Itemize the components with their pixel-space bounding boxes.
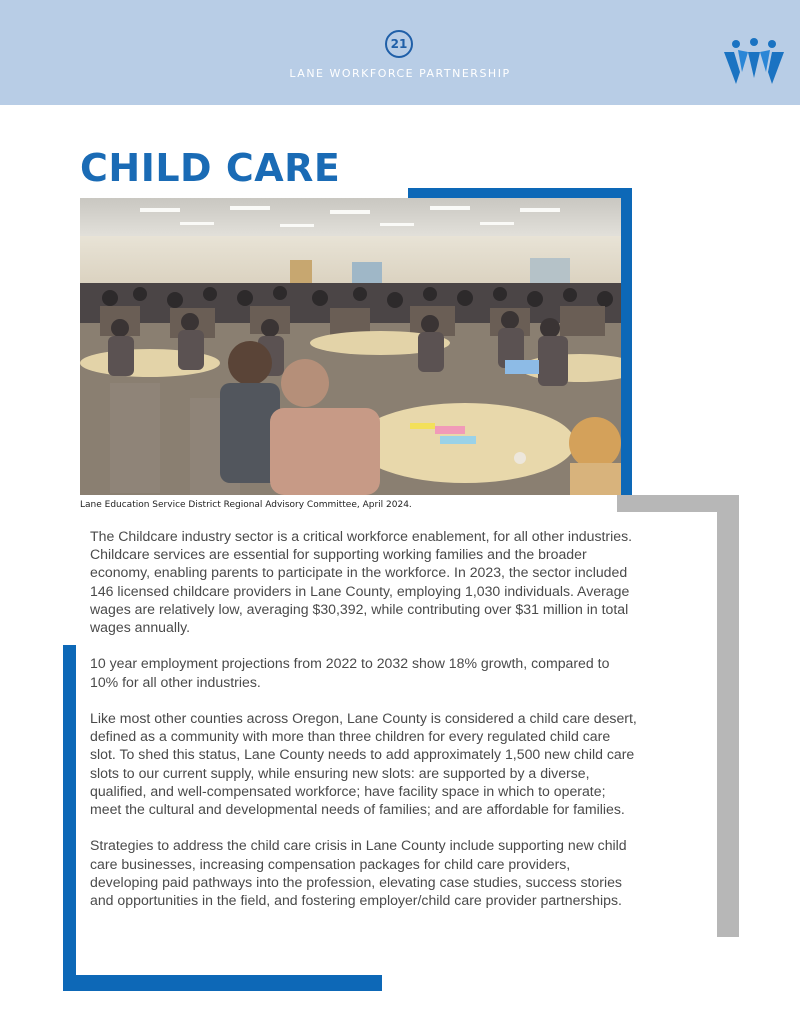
photo-caption: Lane Education Service District Regional Advisory Committee, April 2024. xyxy=(80,500,412,510)
paragraph-child-care-desert: Like most other counties across Oregon, Lane County is considered a child care desert, defined as a community with more than three children for every regulated child care slot. To shed this status, Lane County needs to add approximately 1,500 new child care slots to our current supply, while ensuring new slots: are supported by a diverse, qualified, and well-compensated workforce; have facility space in which to operate; meet the cultural and developmental needs of families; and are affordable for families. xyxy=(90,710,637,818)
org-name: LANE WORKFORCE PARTNERSHIP xyxy=(289,67,511,80)
page-header xyxy=(0,0,800,105)
conference-room-image xyxy=(80,198,621,495)
paragraph-projections: 10 year employment projections from 2022 to 2032 show 18% growth, compared to 10% for all other industries. xyxy=(90,655,610,690)
page-title: CHILD CARE xyxy=(80,146,341,190)
body-text xyxy=(90,527,638,927)
paragraph-intro: The Childcare industry sector is a critical workforce enablement, for all other industries. Childcare services are essential for supporting working families and the broader economy, enabling parents to participate in the workforce. In 2023, the sector included 146 licensed childcare providers in Lane County, employing 1,030 individuals. Average wages are relatively low, averaging $30,392, while contributing over $31 million in total wages annually. xyxy=(90,528,633,636)
lwp-logo-icon xyxy=(722,38,786,88)
page-number: 21 xyxy=(385,30,413,58)
event-photo xyxy=(80,198,621,495)
paragraph-strategies: Strategies to address the child care crisis in Lane County include supporting new child care businesses, increasing compensation packages for child care providers, developing paid pathways into the profession, elevating case studies, success stories and opportunities in the field, and fostering employer/child care provider partnerships. xyxy=(90,837,627,909)
